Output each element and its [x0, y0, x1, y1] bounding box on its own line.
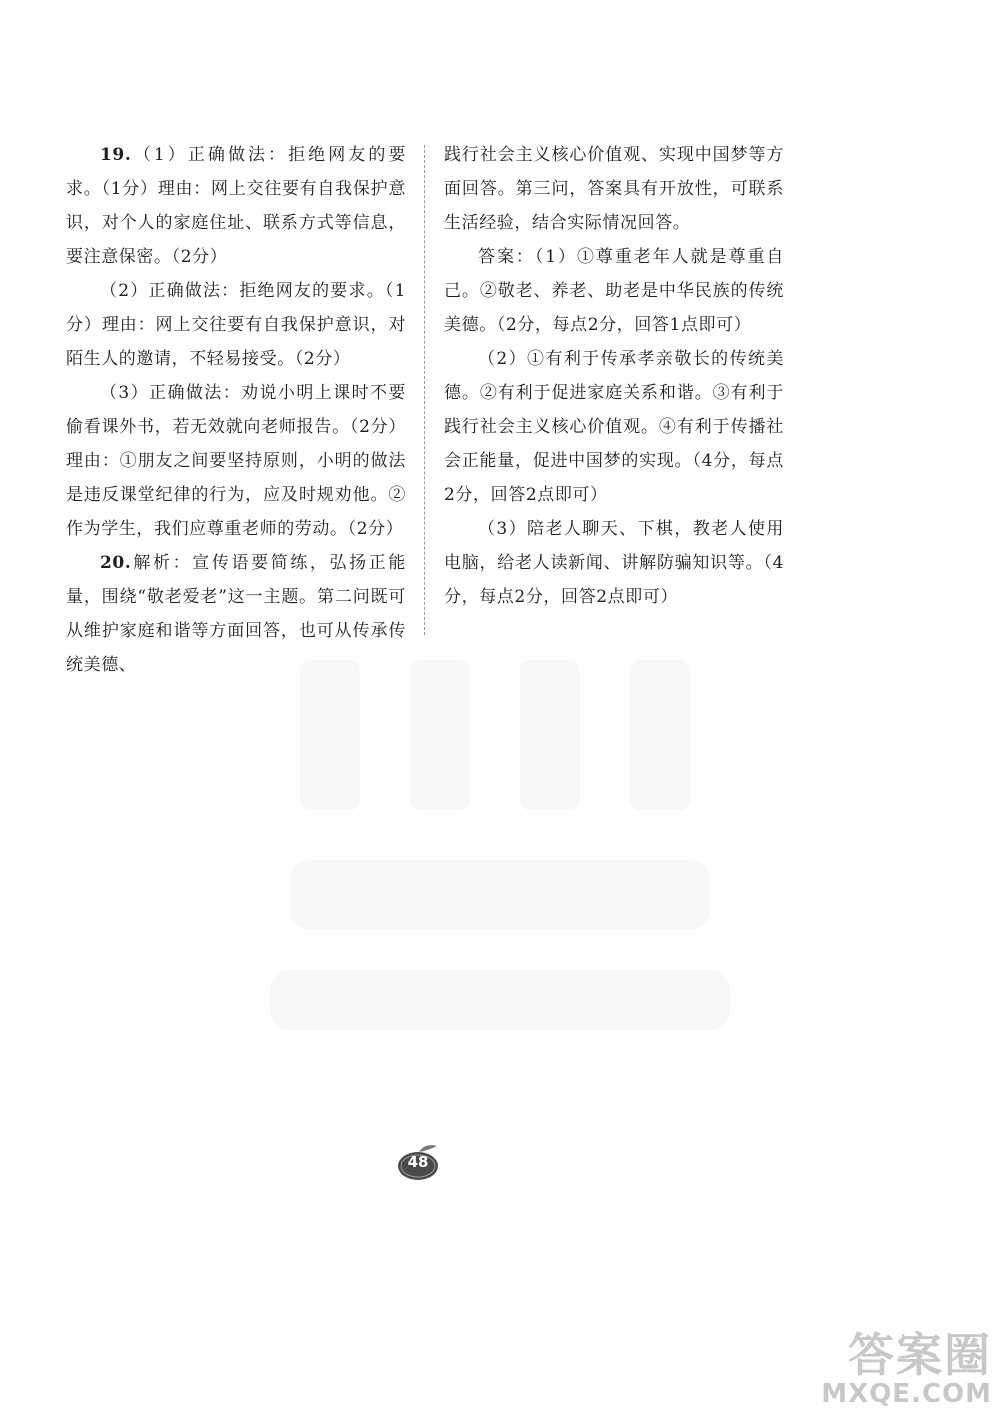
answer-paragraph — [66, 546, 406, 682]
site-logo — [792, 1328, 992, 1413]
answer-paragraph — [66, 274, 406, 376]
answer-paragraph — [444, 138, 784, 240]
paragraph-text: 践行社会主义核心价值观、实现中国梦等方面回答。第三问，答案具有开放性，可联系生活经验，结合实际情况回答。 — [444, 145, 784, 233]
paragraph-text: （1）正确做法：拒绝网友的要求。（1分）理由：网上交往要有自我保护意识，对个人的家庭住址、联系方式等信息，要注意保密。（2分） — [66, 145, 406, 267]
answer-paragraph — [66, 376, 406, 546]
page-number: 48 — [407, 1153, 429, 1171]
site-logo-top: 答案圈 — [848, 1328, 992, 1382]
right-column — [444, 138, 784, 614]
answer-paragraph — [66, 138, 406, 274]
paragraph-text: 答案：（1）①尊重老年人就是尊重自己。②敬老、养老、助老是中华民族的传统美德。（2分，每点2分，回答1点即可） — [444, 247, 784, 335]
answer-paragraph — [444, 512, 784, 614]
page-number-badge — [397, 1143, 445, 1181]
answer-paragraph — [444, 342, 784, 512]
column-divider — [424, 145, 425, 635]
paragraph-text: 解析：宣传语要简练，弘扬正能量，围绕“敬老爱老”这一主题。第二问既可从维护家庭和谐等方面回答，也可从传承传统美德、 — [66, 553, 406, 675]
question-number: 19. — [100, 145, 132, 165]
faint-watermark — [270, 660, 730, 1060]
answer-paragraph — [444, 240, 784, 342]
paragraph-text: （3）正确做法：劝说小明上课时不要偷看课外书，若无效就向老师报告。（2分）理由：①朋友之间要坚持原则，小明的做法是违反课堂纪律的行为，应及时规劝他。②作为学生，我们应尊重老师的劳动。（2分） — [66, 383, 406, 539]
paragraph-text: （2）①有利于传承孝亲敬长的传统美德。②有利于促进家庭关系和谐。③有利于践行社会主义核心价值观。④有利于传播社会正能量，促进中国梦的实现。（4分，每点2分，回答2点即可） — [444, 349, 784, 505]
question-number: 20. — [100, 553, 132, 573]
paragraph-text: （3）陪老人聊天、下棋，教老人使用电脑，给老人读新闻、讲解防骗知识等。（4分，每点2分，回答2点即可） — [444, 519, 784, 607]
left-column — [66, 138, 406, 682]
site-logo-bottom: MXQE.COM — [821, 1379, 992, 1409]
paragraph-text: （2）正确做法：拒绝网友的要求。（1分）理由：网上交往要有自我保护意识，对陌生人的邀请，不轻易接受。（2分） — [66, 281, 406, 369]
